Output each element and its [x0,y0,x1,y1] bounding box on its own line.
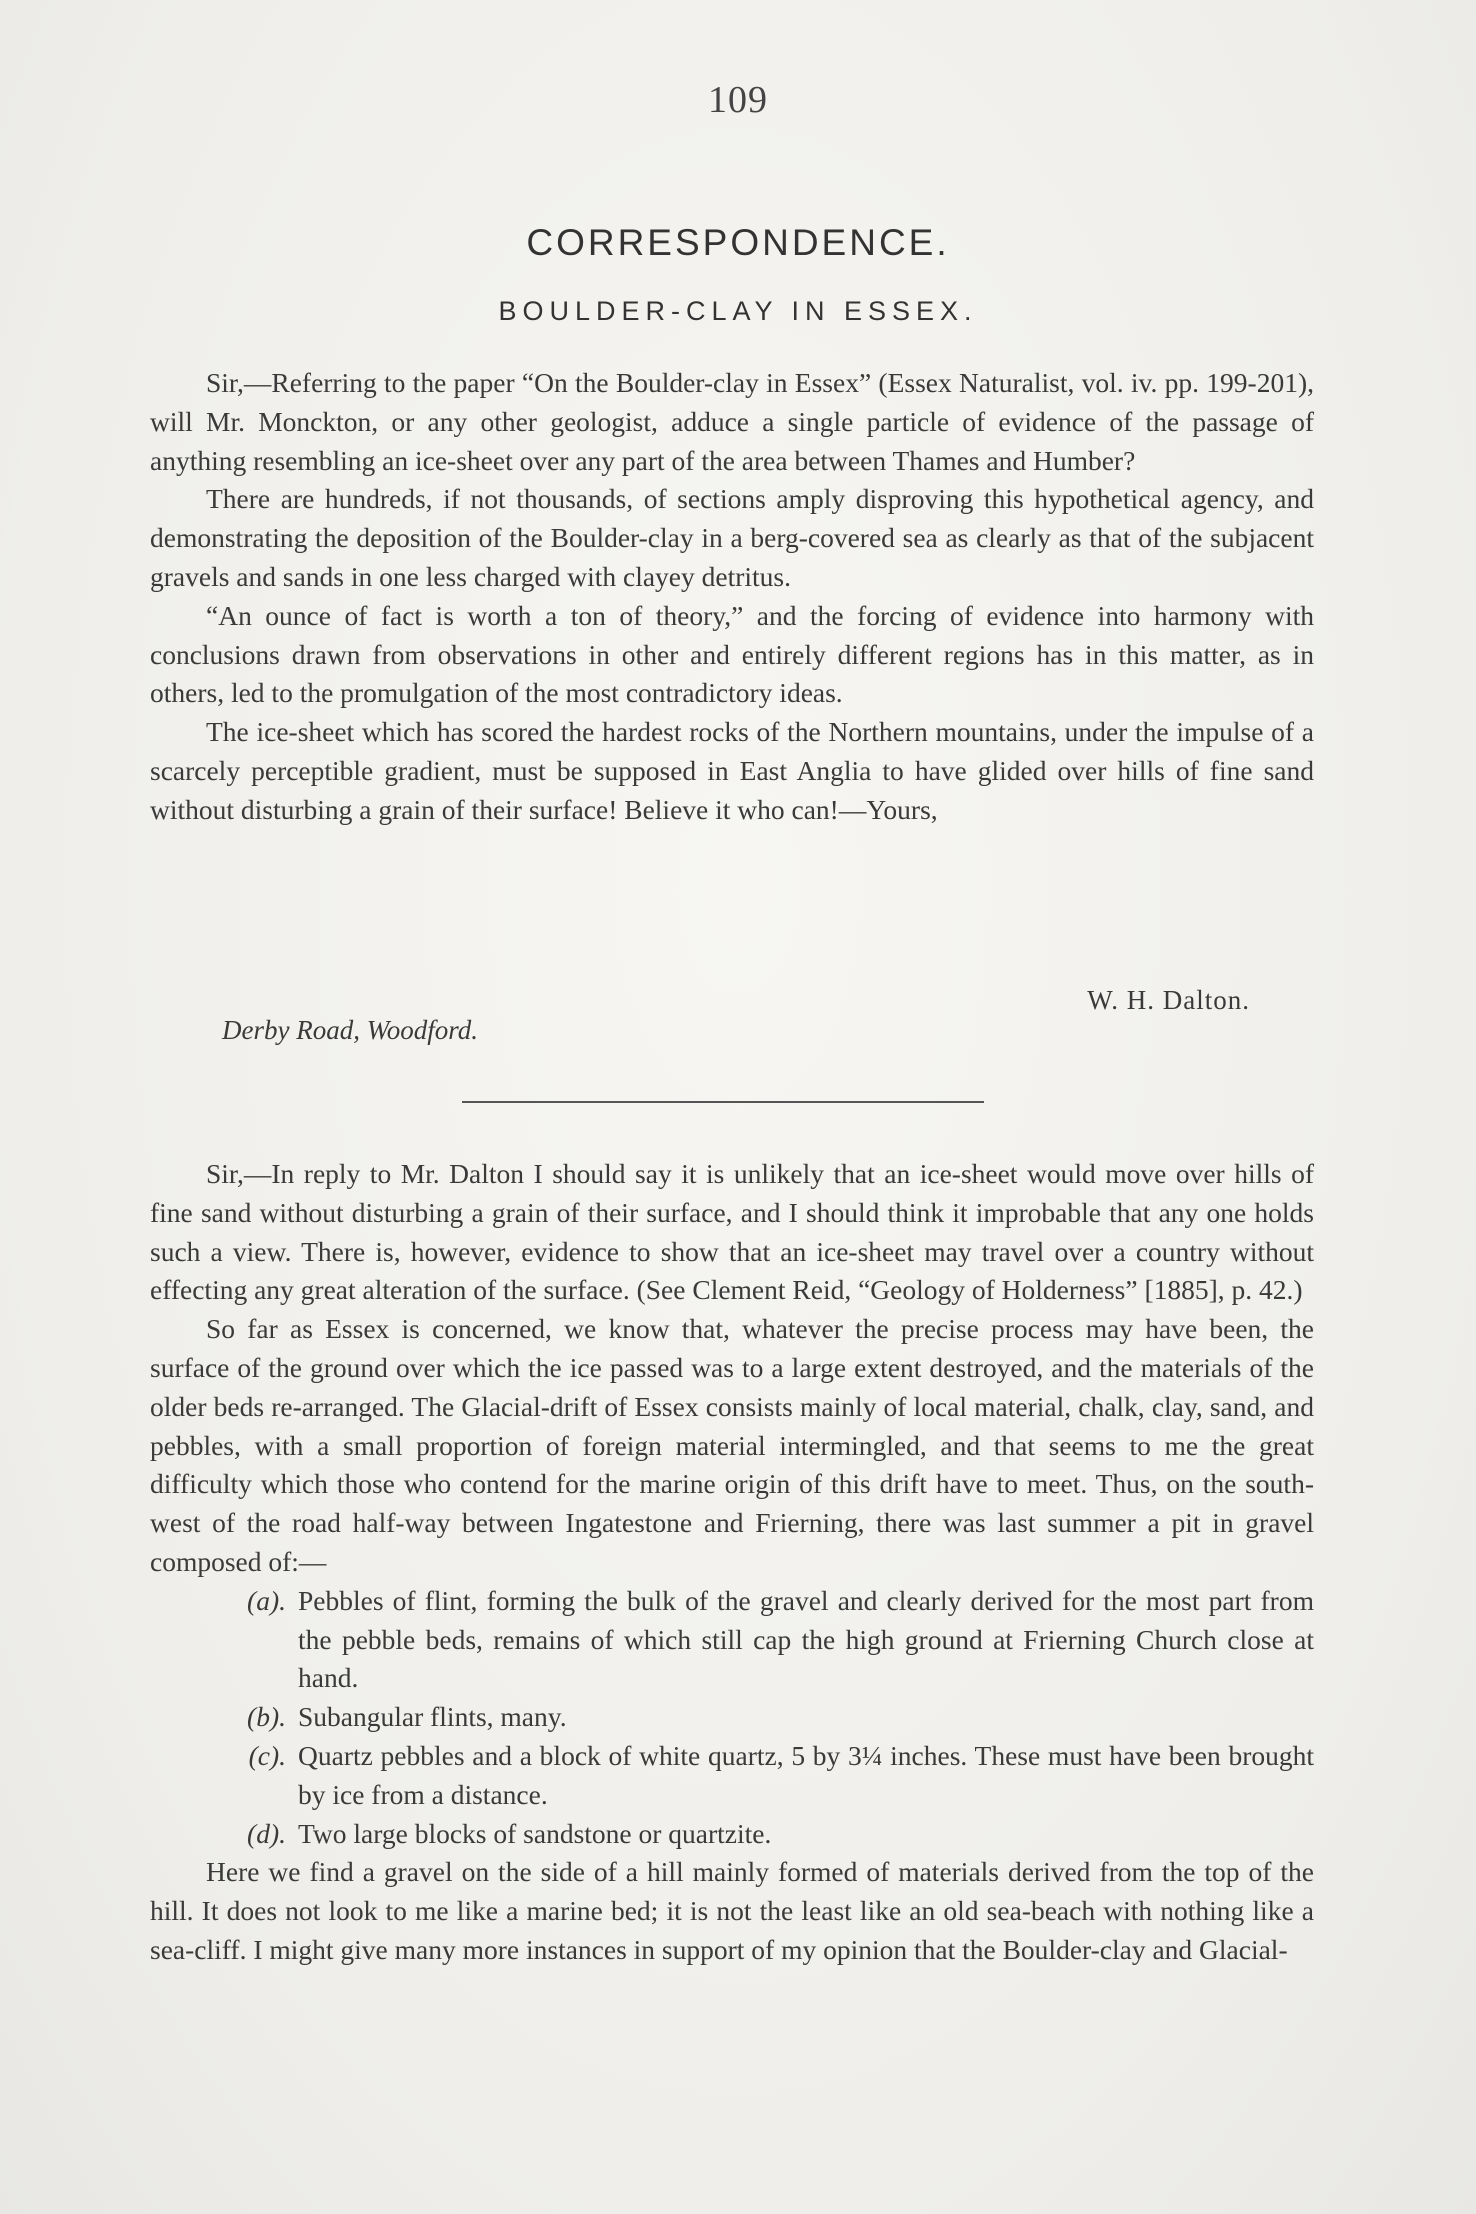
page-number: 109 [708,79,768,121]
list-item [150,1737,1314,1815]
list-item-label: (c). [248,1739,286,1771]
letter1-paragraph: The ice-sheet which has scored the hardest rocks of the Northern mountains, under the impulse of a scarcely perceptible gradient, must be supposed in East Anglia to have glided over hills of fine sand without disturbing a grain of their surface! Believe it who can!—Yours, [150,716,1314,825]
list-item [150,1582,1314,1698]
section-heading: CORRESPONDENCE. [526,222,950,263]
list-item-text: Pebbles of flint, forming the bulk of the gravel and clearly derived for the most part from the pebble beds, remains of which still cap the high ground at Frierning Church close at hand. [298,1584,1314,1694]
list-item [150,1815,1314,1854]
list-item-label: (a). [247,1584,286,1616]
letter2-paragraph: Here we find a gravel on the side of a hill mainly formed of materials derived from the top of the hill. It does not look to me like a marine bed; it is not the least like an old sea-beach with nothing like a sea-cliff. I might give many more instances in support of my opinion that the Boulder-clay and Glacial- [150,1856,1314,1965]
list-item-text: Two large blocks of sandstone or quartzite. [298,1817,772,1849]
letter1-paragraph: Sir,—Referring to the paper “On the Boulder-clay in Essex” (Essex Naturalist, vol. iv. pp. 199-201), will Mr. Monckton, or any other geologist, adduce a single particle of evidence of the passage of anything resembling an ice-sheet over any part of the area between Thames and Humber? [150,367,1314,476]
list-item-text: Subangular flints, many. [298,1701,567,1733]
letter-dalton [150,364,1314,830]
letter1-paragraph: “An ounce of fact is worth a ton of theory,” and the forcing of evidence into harmony with conclusions drawn from observations in other and entirely different regions has in this matter, as in others, led to the promulgation of the most contradictory ideas. [150,599,1314,709]
letter2-paragraph: So far as Essex is concerned, we know that, whatever the precise process may have been, the surface of the ground over which the ice passed was to a large extent destroyed, and the materials of the older beds re-arranged. The Glacial-drift of Essex consists mainly of local material, chalk, clay, sand, and pebbles, with a small proportion of foreign material intermingled, and that seems to me the great difficulty which those who contend for the marine origin of this drift have to meet. Thus, on the south-west of the road half-way between Ingatestone and Frierning, there was last summer a pit in gravel composed of:— [150,1313,1314,1577]
letter1-paragraph: There are hundreds, if not thousands, of sections amply disproving this hypothetical agency, and demonstrating the deposition of the Boulder-clay in a berg-covered sea as clearly as that of the subjacent gravels and sands in one less charged with clayey detritus. [150,483,1314,592]
list-item-label: (d). [247,1817,286,1849]
list-item [150,1698,1314,1737]
article-title: BOULDER-CLAY IN ESSEX. [498,296,978,326]
letter-reply [150,1155,1314,1970]
list-item-text: Quartz pebbles and a block of white quartz, 5 by 3¼ inches. These must have been brought by ice from a distance. [298,1739,1314,1810]
list-item-label: (b). [247,1701,286,1733]
signature: W. H. Dalton. [1087,985,1250,1015]
address: Derby Road, Woodford. [222,1015,478,1045]
divider [462,1101,984,1103]
letter2-paragraph: Sir,—In reply to Mr. Dalton I should say it is unlikely that an ice-sheet would move over hills of fine sand without disturbing a grain of their surface, and I should think it improbable that any one holds such a view. There is, however, evidence to show that an ice-sheet may travel over a country without effecting any great alteration of the surface. (See Clement Reid, “Geology of Holderness” [1885], p. 42.) [150,1158,1314,1306]
